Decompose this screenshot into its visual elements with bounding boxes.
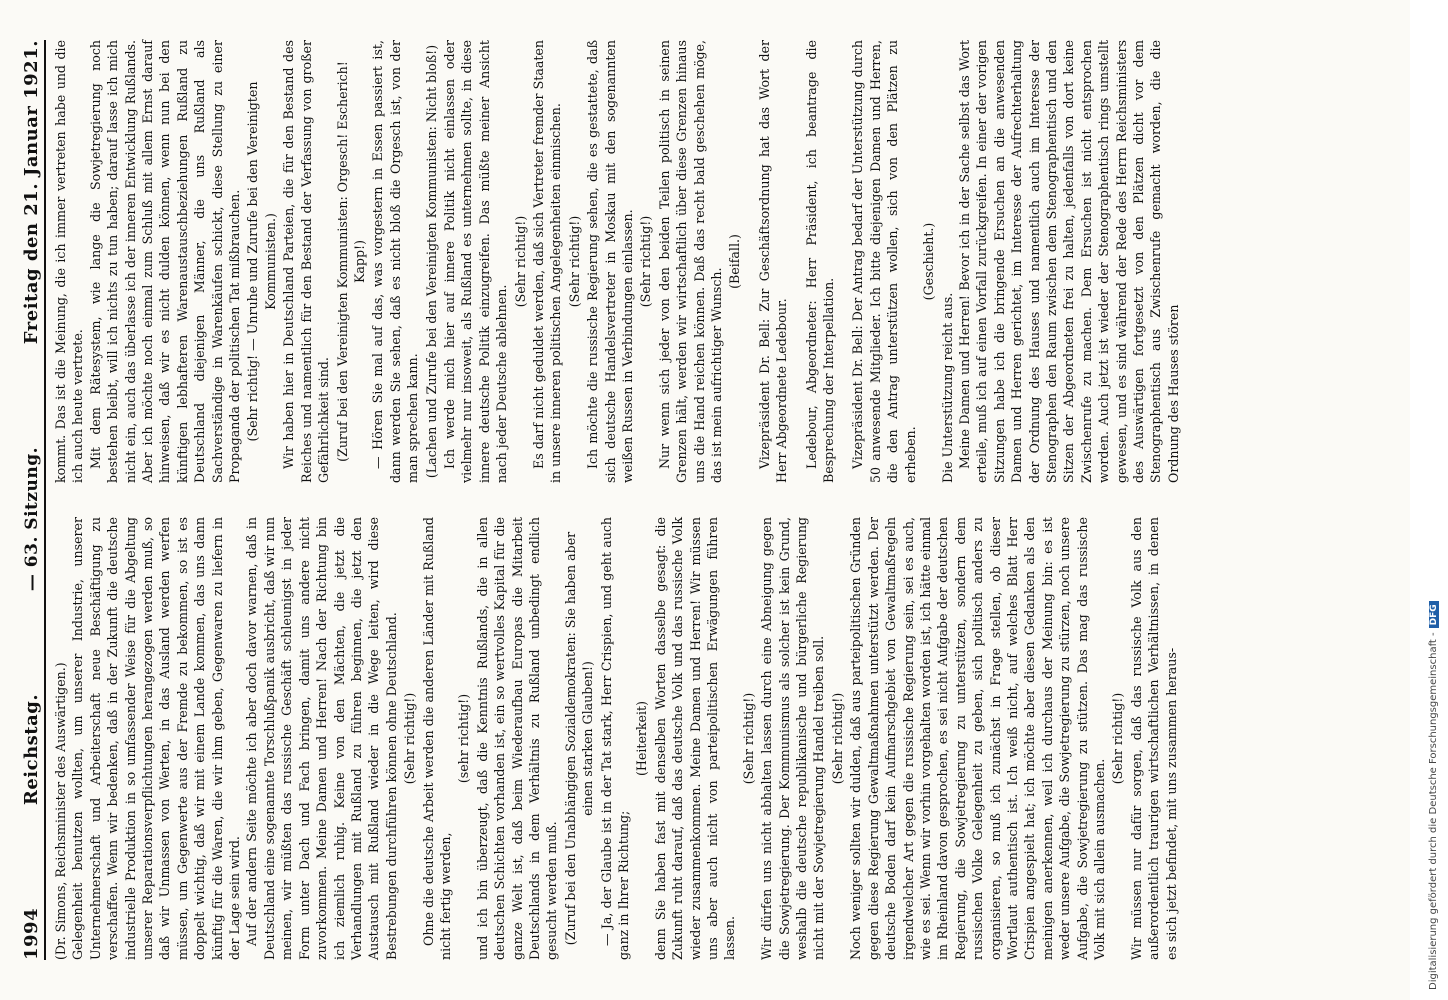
left-column [52, 517, 1396, 960]
dfg-logo: DFG [1429, 601, 1439, 628]
paragraph: Die Unterstützung reicht aus. [939, 292, 955, 483]
interjection: (Geschieht.) [921, 222, 937, 301]
paragraph: Wir dürfen uns nicht abhalten lassen durch eine Abneigung gegen die Sowjetregierung. Der Kommunismus als solcher ist kein Grund, weshalb die deutsche republikanische und bürgerliche Regierung nicht mit der Sowjetregierung Handel treiben soll. [759, 517, 827, 960]
session-number: — 63. Sitzung. [22, 446, 42, 592]
interjection: (Sehr richtig! — Unruhe und Zurufe bei den Vereinigten Kommunisten.) [245, 81, 278, 442]
paragraph: denn Sie haben fast mit denselben Worten dasselbe gesagt: die Zukunft ruht darauf, daß das deutsche Volk und das russische Volk wieder zusammenkommen. Meine Damen und Herren! Wir müssen uns aber auch nicht von parteipolitischen Erwägungen führen lassen. [652, 517, 738, 960]
credit-text: Digitalisierung gefördert durch die Deutsche Forschungsgemeinschaft - [1428, 632, 1439, 990]
page-header [8, 40, 42, 960]
header-rule [44, 40, 46, 960]
paragraph: Wir müssen nur dafür sorgen, daß das russische Volk aus den außerordentlich traurigen wirtschaftlichen Verhältnissen, in denen es sich jetzt befindet, mit uns zusammen heraus- [1128, 517, 1179, 960]
paragraph: Wir haben hier in Deutschland Parteien, die für den Bestand des Reiches und namentlich für den Bestand der Verfassung von großer Gefährlichkeit sind. [281, 40, 332, 483]
paragraph: Auf der andern Seite möchte ich aber doch davor warnen, daß in Deutschland eine sogenannte Torschlußpanik ausbricht, daß wir nun meinen, wir müßten das russische Geschäft schleunigst in jeder Form unter Dach und Fach bringen, damit uns andere nicht zuvorkommen. Meine Damen und Herren! Nach der Richtung bin ich ziemlich ruhig. Keine von den Mächten, die jetzt die Verhandlungen mit Rußland zu führen beginnen, die jetzt den Austausch mit Rußland wieder in die Wege leiten, wird diese Bestrebungen durchführen können ohne Deutschland. [244, 517, 399, 960]
interjection: (Sehr richtig!) [740, 692, 756, 785]
interjection: (Lachen und Zurufe bei den Vereinigten Kommunisten: Nicht bloß!) [423, 44, 439, 479]
interjection: (Sehr richtig!) [638, 215, 654, 308]
paragraph: Ohne die deutsche Arbeit werden die anderen Länder mit Rußland nicht fertig werden, [420, 517, 453, 960]
paragraph: Ich werde mich hier auf innere Politik nicht einlassen oder vielmehr nur insoweit, als Rußland es unternehmen sollte, in diese innere deutsche Politik einzugreifen. Das müßte meiner Ansicht nach jeder Deutsche ablehnen. [441, 40, 510, 483]
paragraph: — Ja, der Glaube ist in der Tat stark, Herr Crispien, und geht auch ganz in Ihrer Richtung; [598, 517, 631, 960]
paragraph: Vizepräsident Dr. Bell: Zur Geschäftsordnung hat das Wort der Herr Abgeordnete Ledebour. [756, 40, 790, 483]
interjection: (Heiterkeit) [634, 701, 650, 776]
interjection: (sehr richtig!) [456, 693, 472, 784]
paragraph: Vizepräsident Dr. Bell: Der Antrag bedarf der Unterstützung durch 50 anwesende Mitglieder. Ich bitte diejenigen Damen und Herren, die den Antrag unterstützen wollen, sich von den Plätzen zu erheben. [850, 40, 918, 483]
paragraph: kommt. Das ist die Meinung, die ich immer vertreten habe und die ich auch heute vertrete. [53, 40, 86, 483]
digitization-credit [1408, 0, 1439, 1000]
interjection: (Sehr richtig!) [829, 692, 845, 785]
text-columns [52, 40, 1396, 960]
interjection: (Sehr richtig!) [402, 692, 418, 785]
paragraph: Nur wenn sich jeder von den beiden Teilen politisch in seinen Grenzen hält, werden wir wirtschaftlich über diese Grenzen hinaus uns die Hand reichen können. Daß das recht bald geschehen möge, das ist mein aufrichtiger Wunsch. [656, 40, 725, 483]
interjection: (Beifall.) [727, 234, 743, 289]
page-number: 1994 [21, 907, 42, 960]
paragraph: Ich möchte die russische Regierung sehen, die es gestattete, daß sich deutsche Handelsvertreter in Moskau mit den sogenannten weißen Russen in Verbindungen einlassen. [585, 40, 635, 483]
paragraph: Mit dem Rätesystem, wie lange die Sowjetregierung noch bestehen bleibt, will ich nichts zu tun haben; darauf lasse ich mich nicht ein, auch das überlasse ich der inneren Entwicklung Rußlands. Aber ich möchte noch einmal zum Schluß mit allem Ernst darauf hinweisen, daß wir es nicht dulden können, wenn nun bei den künftigen lebhafteren Warenaustauschbeziehungen Rußland zu Deutschland diejenigen Männer, die uns Rußland als Sachverständige in Warenkäufen schickt, diese Stellung zu einer Propaganda der politischen Tat mißbrauchen. [87, 40, 243, 483]
right-column [52, 40, 1396, 483]
header-left-title: Reichstag. [21, 693, 42, 806]
interjection: (Zuruf bei den Unabhängigen Sozialdemokraten: Sie haben aber einen starken Glauben!) [562, 531, 596, 946]
interjection: (Sehr richtig!) [1110, 692, 1126, 785]
interjection: (Zuruf bei den Vereinigten Kommunisten: Orgesch! Escherich! Kapp!) [334, 61, 367, 462]
paragraph: Es darf nicht geduldet werden, daß sich Vertreter fremder Staaten in unsere inneren politischen Angelegenheiten einmischen. [530, 40, 564, 483]
paragraph: und ich bin überzeugt, daß die Kenntnis Rußlands, die in allen deutschen Schichten vorhanden ist, ein so wertvolles Kapital für die ganze Welt ist, daß beim Wiederaufbau Europas die Mitarbeit Deutschlands in dem Verhältnis zu Rußland unbedingt endlich gesucht werden muß. [474, 517, 560, 960]
interjection: (Sehr richtig!) [512, 215, 528, 308]
paragraph: — Hören Sie mal auf das, was vorgestern in Essen passiert ist, dann werden Sie sehen, daß es nicht bloß die Orgesch ist, von der man sprechen kann. [370, 40, 421, 483]
paragraph: Noch weniger sollten wir dulden, daß aus parteipolitischen Gründen gegen diese Regierung Gewaltmaßnahmen unterstützt werden. Der deutsche Boden darf kein Aufmarschgebiet von Gewaltmaßregeln irgendwelcher Art gegen die russische Regierung sein, sei es auch, wie es sei. Wenn wir vorhin vorgehalten worden ist, ich hätte einmal im Rheinland davon gesprochen, es sei nicht Aufgabe der deutschen Regierung, die Sowjetregierung zu unterstützen, sondern dem russischen Volke Gelegenheit zu geben, sich politisch anders zu organisieren, so muß ich zunächst in Frage stellen, ob dieser Wortlaut authentisch ist. Ich weiß nicht, auf welches Blatt Herr Crispien angespielt hat; ich möchte aber diesen Gedanken als den meinigen anerkennen, weil ich durchaus der Meinung bin: es ist weder unsere Aufgabe, die Sowjetregierung zu stürzen, noch unsere Aufgabe, die Sowjetregierung zu stützen. Das mag das russische Volk mit sich allein ausmachen. [848, 517, 1107, 960]
paragraph: (Dr. Simons, Reichsminister des Auswärtigen.) [53, 662, 68, 960]
paragraph: Ledebour, Abgeordneter: Herr Präsident, ich beantrage die Besprechung der Interpellation. [803, 40, 837, 483]
interjection: (Sehr richtig!) [566, 215, 582, 308]
header-date: Freitag den 21. Januar 1921. [21, 40, 42, 345]
paragraph: Meine Damen und Herren! Bevor ich in der Sache selbst das Wort erteile, muß ich auf einen Vorfall zurückgreifen. In einer der vorigen Sitzungen habe ich die bringende Ersuchen an die anwesenden Damen und Herren gerichtet, im Interesse der Aufrechterhaltung der Ordnung des Hauses und namentlich auch im Interesse der Stenographen den Raum zwischen dem Stenographentisch und den Sitzen der Abgeordneten frei zu halten, jedenfalls von dort keine Zwischenrufe zu machen. Dem Ersuchen ist nicht entsprochen worden. Auch jetzt ist wieder der Stenographentisch rings umstellt gewesen, und es sind während der Rede des Herrn Reichsministers des Auswärtigen fortgesetzt von den Plätzen dicht vor dem Stenographentisch aus Zwischenrufe gemacht worden, die die Ordnung des Hauses stören [956, 40, 1181, 483]
paragraph: Gelegenheit benutzen wollten, um unserer Industrie, unserer Unternehmerschaft und Arbeiterschaft neue Beschäftigung zu verschaffen. Wenn wir bedenken, daß in der Zukunft die deutsche industrielle Produktion in so umfassender Weise für die Abgeltung unserer Reparationsverpflichtungen herangezogen werden muß, so daß wir Unmassen von Werten, in das Ausland werden werfen müssen, um Gegenwerte aus der Fremde zu bekommen, so ist es doppelt wichtig, daß wir mit einem Lande kommen, das uns dann künftig für die Waren, die wir ihm geben, Gegenwaren zu liefern in der Lage sein wird. [70, 517, 243, 960]
